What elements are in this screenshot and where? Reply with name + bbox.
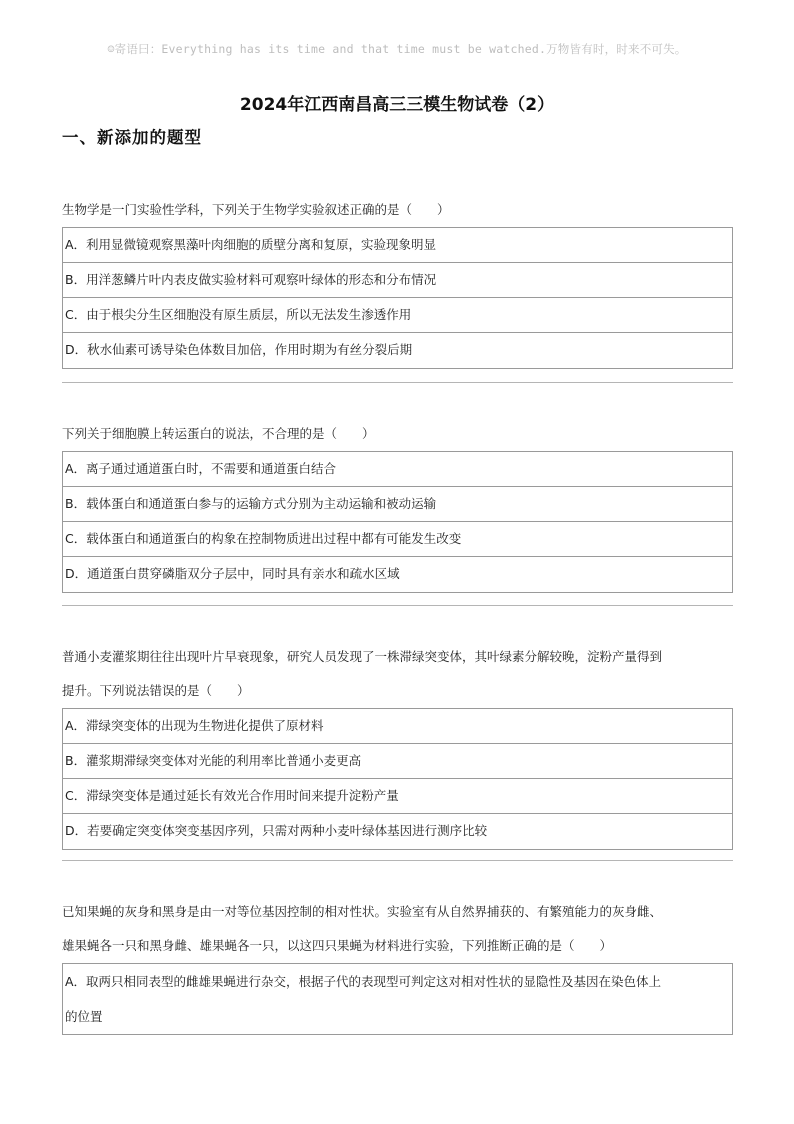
question-divider	[62, 605, 733, 606]
watermark-motto: ☺寄语曰：Everything has its time and that time must be watched.万物皆有时，时来不可失。	[107, 42, 687, 56]
section-heading: 一、新添加的题型	[62, 128, 202, 147]
question-divider	[62, 382, 733, 383]
option-d[interactable]: D．秋水仙素可诱导染色体数目加倍，作用时期为有丝分裂后期	[65, 342, 413, 357]
options-table	[62, 451, 733, 593]
option-c[interactable]: C．由于根尖分生区细胞没有原生质层，所以无法发生渗透作用	[63, 298, 732, 333]
question-divider	[62, 860, 733, 861]
option-b[interactable]: B．载体蛋白和通道蛋白参与的运输方式分别为主动运输和被动运输	[63, 487, 732, 522]
options-table	[62, 963, 733, 1035]
option-d[interactable]: D．若要确定突变体突变基因序列，只需对两种小麦叶绿体基因进行测序比较	[65, 823, 488, 838]
option-c[interactable]: C．载体蛋白和通道蛋白的构象在控制物质进出过程中都有可能发生改变	[63, 522, 732, 557]
page-title: 2024年江西南昌高三三模生物试卷（2）	[239, 95, 555, 115]
question-stem: 生物学是一门实验性学科，下列关于生物学实验叙述正确的是（ ）	[62, 202, 450, 217]
question-stem-line-2: 提升。下列说法错误的是（ ）	[62, 683, 250, 698]
question-stem-line-1: 已知果蝇的灰身和黑身是由一对等位基因控制的相对性状。实验室有从自然界捕获的、有繁殖能力的灰身雌、	[62, 904, 663, 919]
option-c[interactable]: C．滞绿突变体是通过延长有效光合作用时间来提升淀粉产量	[63, 779, 732, 814]
option-a[interactable]: A．离子通过通道蛋白时，不需要和通道蛋白结合	[63, 452, 732, 487]
option-a[interactable]: A．滞绿突变体的出现为生物进化提供了原材料	[63, 709, 732, 744]
question-3	[62, 640, 733, 850]
option-d[interactable]: D．通道蛋白贯穿磷脂双分子层中，同时具有亲水和疏水区域	[65, 566, 400, 581]
option-a[interactable]	[63, 964, 732, 1034]
question-1	[62, 193, 733, 369]
question-stem: 下列关于细胞膜上转运蛋白的说法，不合理的是（ ）	[62, 426, 375, 441]
option-a[interactable]: A．利用显微镜观察黑藻叶肉细胞的质壁分离和复原，实验现象明显	[63, 228, 732, 263]
question-stem-line-1: 普通小麦灌浆期往往出现叶片早衰现象，研究人员发现了一株滞绿突变体，其叶绿素分解较晚，淀粉产量得到	[62, 649, 663, 664]
options-table	[62, 227, 733, 369]
option-a-line-2: 的位置	[65, 1009, 103, 1024]
question-stem-line-2: 雄果蝇各一只和黑身雌、雄果蝇各一只，以这四只果蝇为材料进行实验，下列推断正确的是（ ）	[62, 938, 613, 953]
question-2	[62, 417, 733, 593]
option-b[interactable]: B．灌浆期滞绿突变体对光能的利用率比普通小麦更高	[63, 744, 732, 779]
option-a-line-1: A．取两只相同表型的雌雄果蝇进行杂交，根据子代的表现型可判定这对相对性状的显隐性及基因在染色体上	[65, 974, 662, 989]
question-4	[62, 895, 733, 1035]
option-b[interactable]: B．用洋葱鳞片叶内表皮做实验材料可观察叶绿体的形态和分布情况	[63, 263, 732, 298]
options-table	[62, 708, 733, 850]
